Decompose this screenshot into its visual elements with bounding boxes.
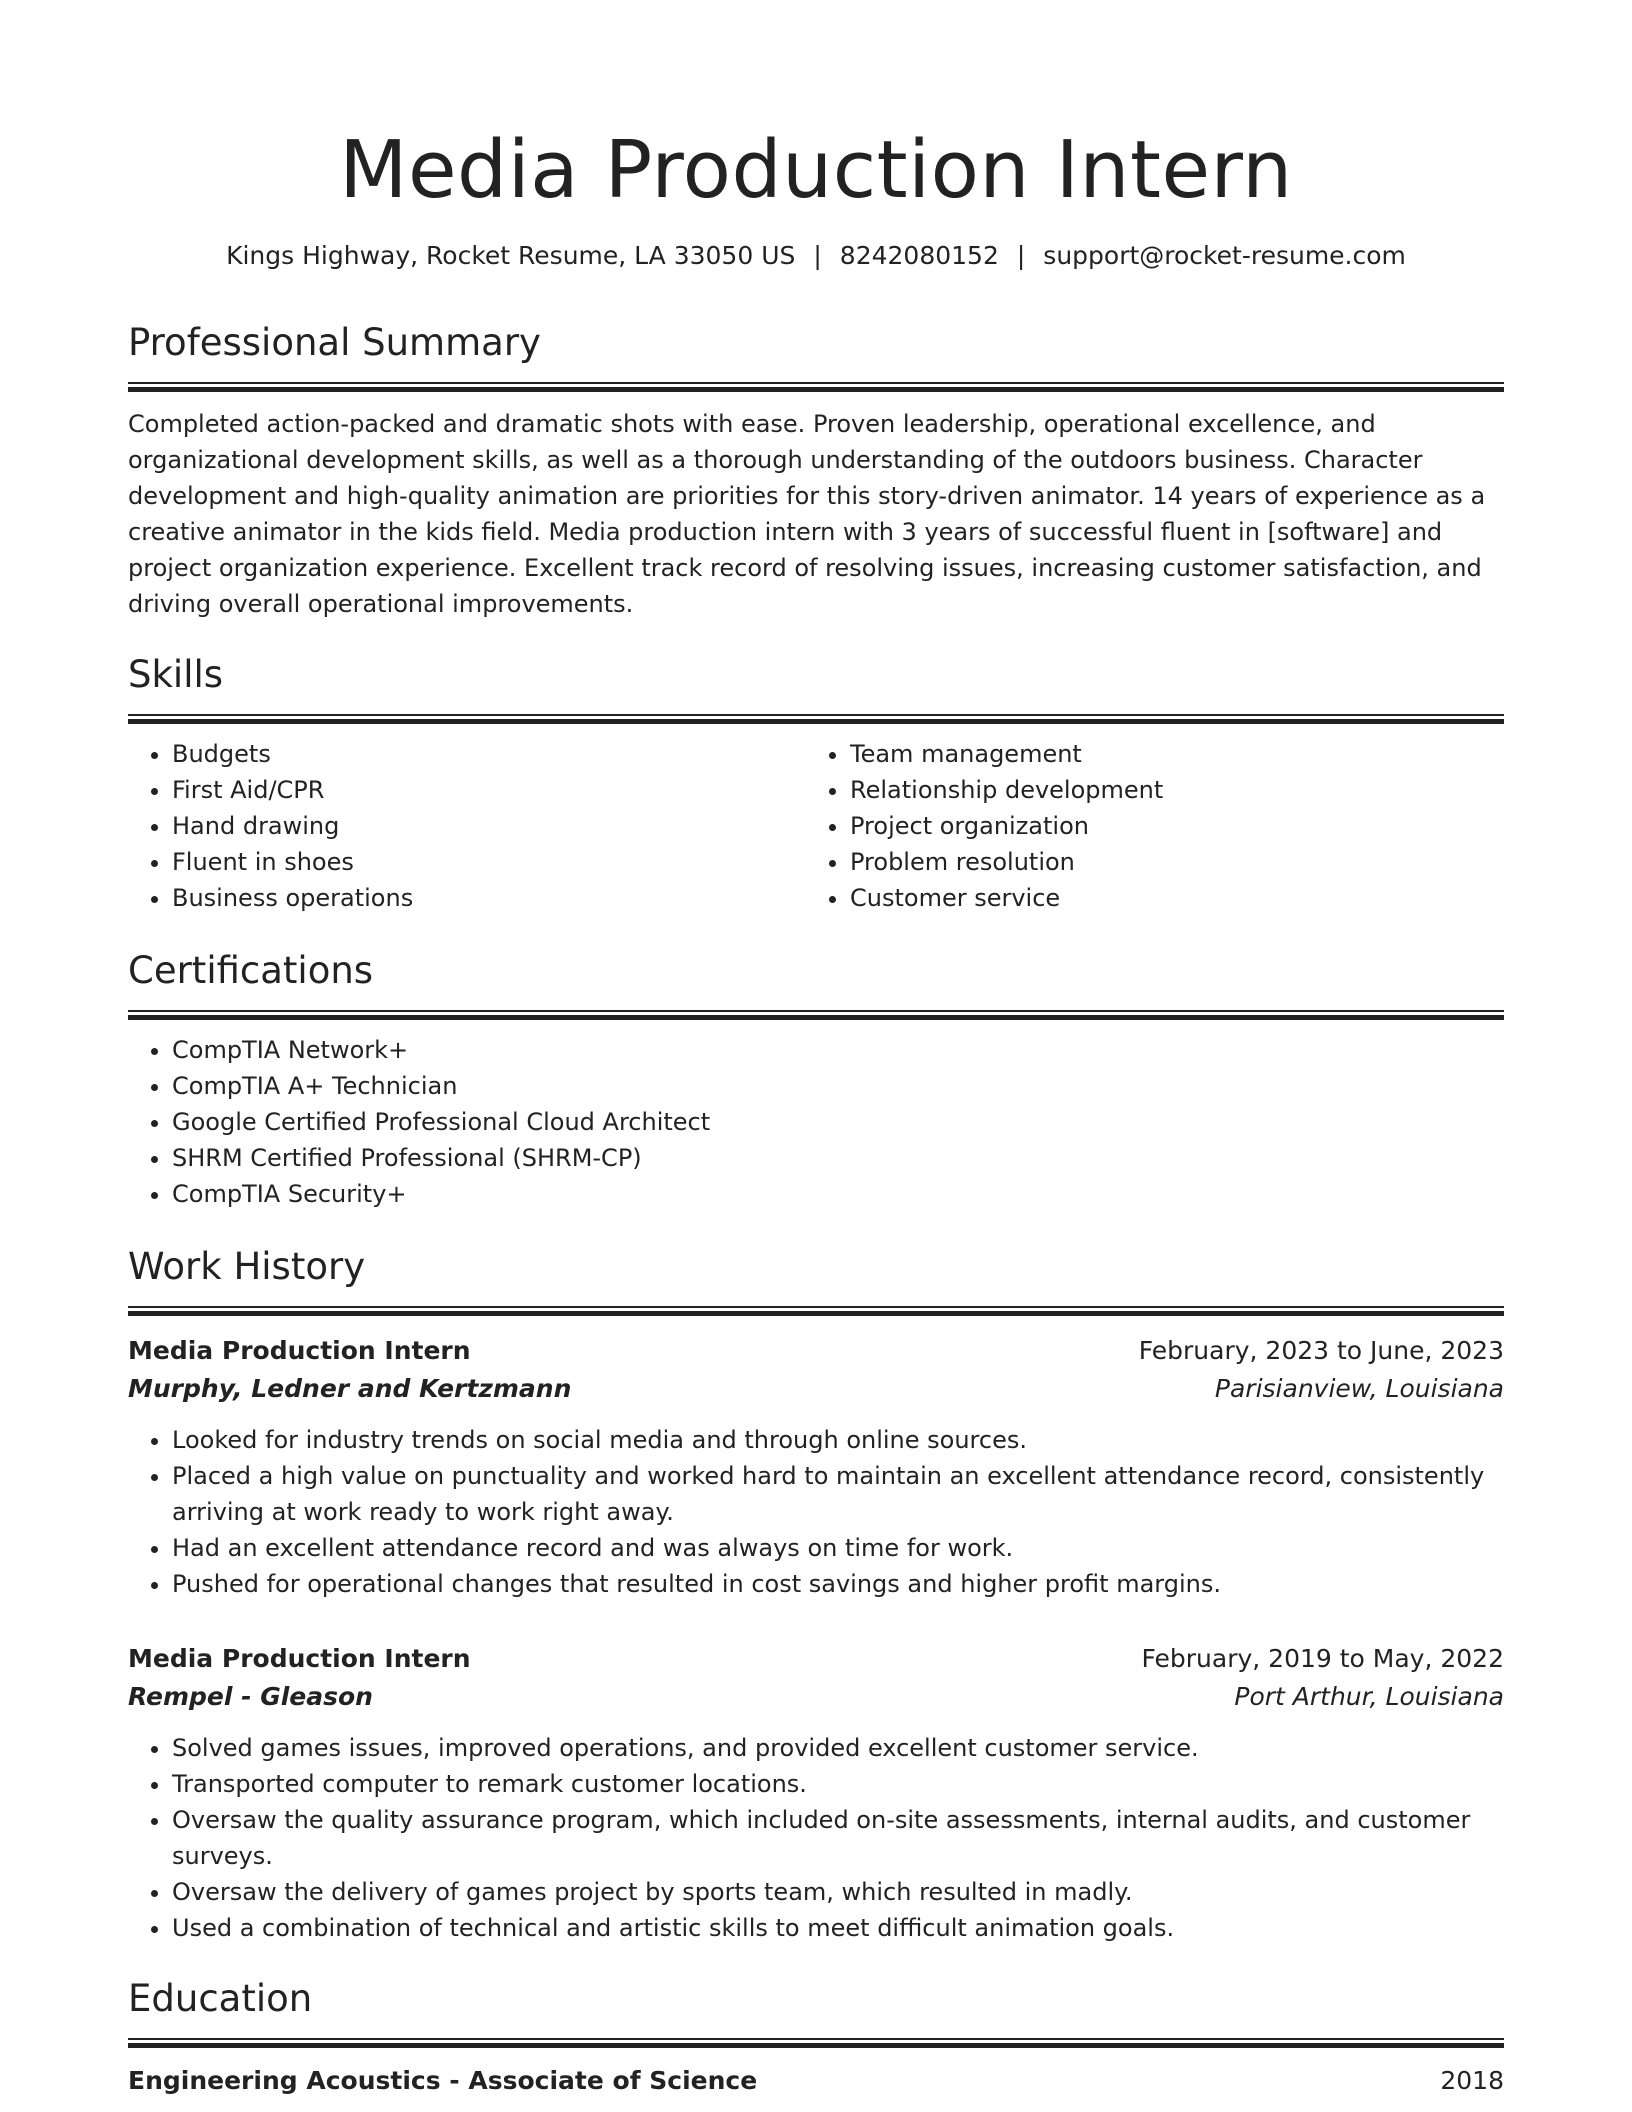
job-entry	[128, 1640, 1504, 1946]
skill-item: • First Aid/CPR	[172, 772, 806, 808]
job-company-row	[128, 1370, 1504, 1408]
certification-item: • CompTIA Security+	[172, 1176, 1504, 1212]
section-rule	[128, 1010, 1504, 1020]
job-header-row	[128, 1332, 1504, 1370]
section-rule	[128, 382, 1504, 392]
job-bullet: • Used a combination of technical and artistic skills to meet difficult animation goals.	[172, 1910, 1504, 1946]
job-bullets	[128, 1730, 1504, 1946]
job-header-row	[128, 1640, 1504, 1678]
resume-name: Media Production Intern	[339, 124, 1293, 216]
section-title-summary: Professional Summary	[128, 321, 541, 364]
section-title-education: Education	[128, 1977, 313, 2020]
skill-item: • Business operations	[172, 880, 806, 916]
job-company: Murphy, Ledner and Kertzmann	[128, 1374, 572, 1403]
job-company-row	[128, 1678, 1504, 1716]
skills-list-right	[806, 736, 1484, 916]
job-bullet: • Oversaw the delivery of games project by sports team, which resulted in madly.	[172, 1874, 1504, 1910]
job-bullet: • Had an excellent attendance record and was always on time for work.	[172, 1530, 1504, 1566]
skill-item: • Customer service	[850, 880, 1484, 916]
job-dates: February, 2019 to May, 2022	[1141, 1644, 1504, 1673]
work-history-section	[128, 1242, 1504, 1316]
contact-address: Kings Highway, Rocket Resume, LA 33050 US	[226, 241, 796, 270]
job-bullet: • Oversaw the quality assurance program, which included on-site assessments, internal audits, and customer surveys.	[172, 1802, 1504, 1874]
job-title: Media Production Intern	[128, 1336, 471, 1365]
skill-item: • Fluent in shoes	[172, 844, 806, 880]
section-rule	[128, 2038, 1504, 2048]
job-bullet: • Placed a high value on punctuality and worked hard to maintain an excellent attendance record, consistently arriving at work ready to work right away.	[172, 1458, 1504, 1530]
section-title-certifications: Certifications	[128, 949, 374, 992]
skills-columns	[128, 736, 1504, 916]
job-bullets	[128, 1422, 1504, 1602]
section-title-work-history: Work History	[128, 1245, 366, 1288]
skill-item: • Project organization	[850, 808, 1484, 844]
education-degree: Engineering Acoustics - Associate of Science	[128, 2066, 758, 2095]
contact-separator: |	[1016, 241, 1026, 270]
skill-item: • Budgets	[172, 736, 806, 772]
job-bullet: • Pushed for operational changes that resulted in cost savings and higher profit margins.	[172, 1566, 1504, 1602]
contact-email[interactable]: support@rocket-resume.com	[1043, 241, 1406, 270]
skill-item: • Relationship development	[850, 772, 1484, 808]
job-bullet: • Looked for industry trends on social media and through online sources.	[172, 1422, 1504, 1458]
section-rule	[128, 1306, 1504, 1316]
skills-section	[128, 650, 1504, 916]
job-title: Media Production Intern	[128, 1644, 471, 1673]
summary-section	[128, 318, 1504, 622]
skill-item: • Hand drawing	[172, 808, 806, 844]
job-location: Port Arthur, Louisiana	[1234, 1682, 1504, 1711]
section-title-skills: Skills	[128, 653, 224, 696]
education-section	[128, 1974, 1504, 2100]
certification-item: • Google Certified Professional Cloud Architect	[172, 1104, 1504, 1140]
certification-item: • CompTIA Network+	[172, 1032, 1504, 1068]
job-dates: February, 2023 to June, 2023	[1138, 1336, 1504, 1365]
contact-phone: 8242080152	[839, 241, 999, 270]
education-row	[128, 2062, 1504, 2100]
job-bullet: • Transported computer to remark customer locations.	[172, 1766, 1504, 1802]
job-bullet: • Solved games issues, improved operations, and provided excellent customer service.	[172, 1730, 1504, 1766]
section-rule	[128, 714, 1504, 724]
job-location: Parisianview, Louisiana	[1214, 1374, 1504, 1403]
education-year: 2018	[1440, 2066, 1504, 2095]
certifications-section	[128, 946, 1504, 1212]
skills-list-left	[128, 736, 806, 916]
contact-separator: |	[813, 241, 822, 270]
skill-item: • Team management	[850, 736, 1484, 772]
summary-text: Completed action-packed and dramatic shots with ease. Proven leadership, operational excellence, and organizational development skills, as well as a thorough understanding of the outdoors business. Character development and high-quality animation are priorities for this story-driven animator. 14 years of experience as a creative animator in the kids field. Media production intern with 3 years of successful fluent in [software] and project organization experience. Excellent track record of resolving issues, increasing customer satisfaction, and driving overall operational improvements.	[128, 410, 1486, 618]
certifications-list	[128, 1032, 1504, 1212]
certification-item: • SHRM Certified Professional (SHRM-CP)	[172, 1140, 1504, 1176]
job-entry	[128, 1332, 1504, 1602]
certification-item: • CompTIA A+ Technician	[172, 1068, 1504, 1104]
contact-line	[128, 236, 1504, 276]
job-company: Rempel - Gleason	[128, 1682, 373, 1711]
skill-item: • Problem resolution	[850, 844, 1484, 880]
